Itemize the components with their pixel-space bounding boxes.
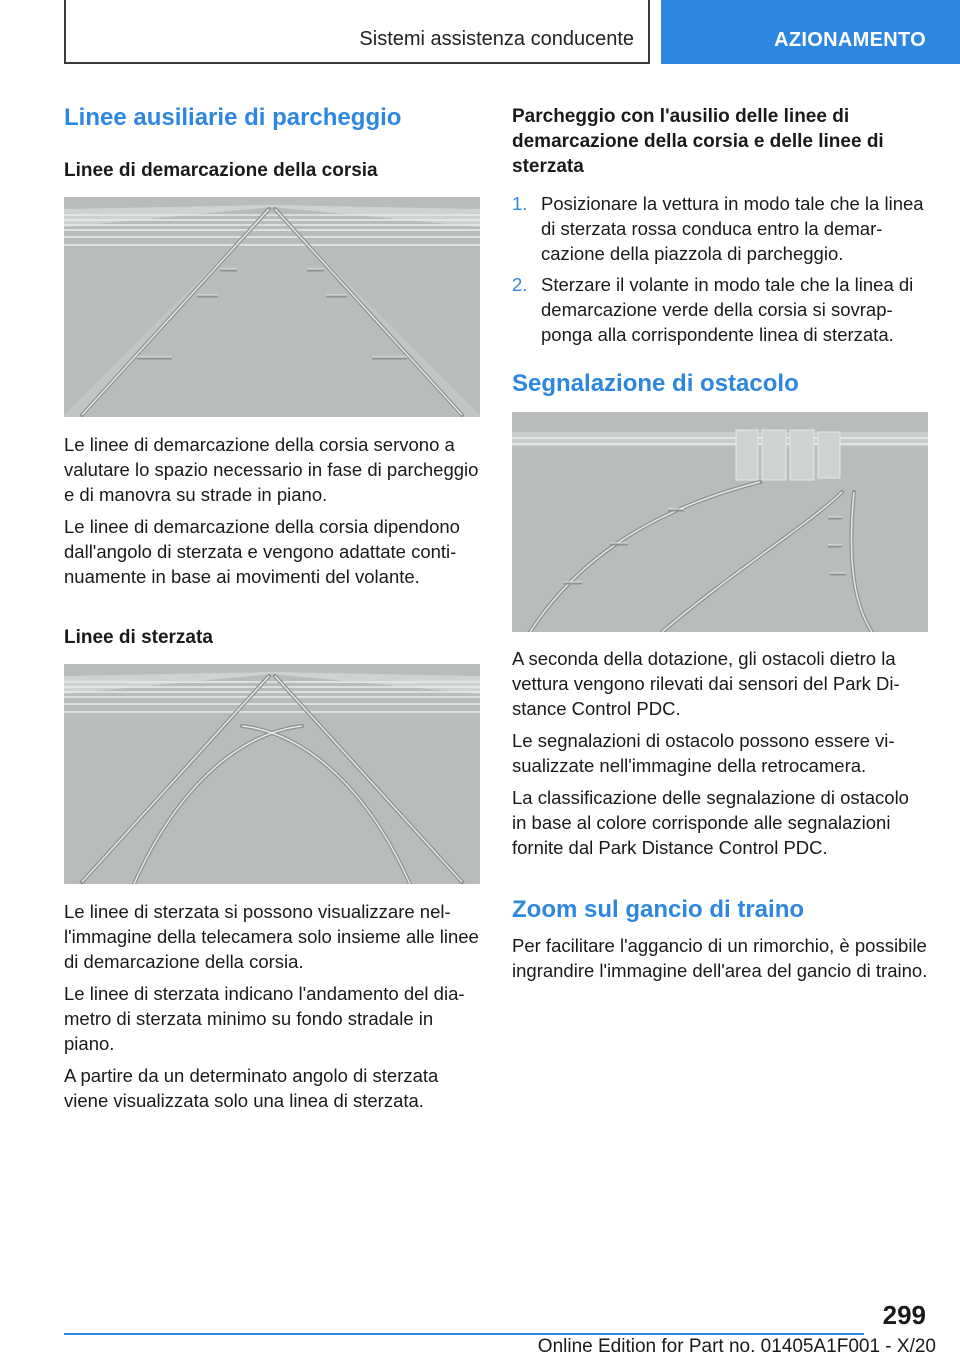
step-text: Posizionare la vettura in modo tale che la linea di sterzata rossa conduca entro la demarcazione della piazzola di parcheggio.	[541, 193, 924, 264]
parking-steps-list	[512, 191, 928, 353]
heading-parking-aid-lines: Linee ausiliarie di parcheggio	[64, 104, 402, 131]
step-number: 1.	[512, 193, 528, 214]
paragraph-obstacle-colors: La classificazione delle segnalazione di ostacolo in base al colore corrisponde alle segnalazioni fornite dal Park Distance Control PDC.	[512, 787, 909, 858]
obstacle-markers-illustration	[512, 412, 928, 632]
header-section-box	[64, 0, 650, 64]
step-number: 2.	[512, 274, 528, 295]
figure-obstacle-markers	[512, 412, 928, 632]
subheading-lane-lines: Linee di demarcazione della corsia	[64, 160, 378, 181]
parking-step-1	[512, 191, 928, 266]
footer-edition: Online Edition for Part no. 01405A1F001 - X/20	[537, 1336, 936, 1357]
heading-trailer-hitch-zoom: Zoom sul gancio di traino	[512, 896, 805, 923]
paragraph-trailer-hitch-zoom: Per facilitare l'aggancio di un rimorchio, è possibile ingrandire l'immagine dell'area del gancio di traino.	[512, 935, 928, 981]
subheading-parking-procedure: Parcheggio con l'ausilio delle linee di demarcazione della corsia e delle linee di sterzata	[512, 106, 884, 177]
figure-steering-lines	[64, 664, 480, 884]
header-chapter-tab[interactable]	[661, 0, 960, 64]
paragraph-obstacle-detection: A seconda della dotazione, gli ostacoli dietro la vettura vengono rilevati dai sensori del Park Distance Control PDC.	[512, 648, 900, 719]
lane-lines-illustration	[64, 197, 480, 417]
step-text: Sterzare il volante in modo tale che la linea di demarcazione verde della corsia si sovrapponga alla corrispondente linea di sterzata.	[541, 274, 914, 345]
heading-obstacle-markers: Segnalazione di ostacolo	[512, 370, 799, 397]
parking-step-2	[512, 272, 928, 347]
paragraph-steering-lines-angle: A partire da un determinato angolo di sterzata viene visualizzata solo una linea di sterzata.	[64, 1065, 439, 1111]
header-section-title: Sistemi assistenza conducente	[359, 28, 634, 50]
paragraph-steering-lines-diameter: Le linee di sterzata indicano l'andamento del diametro di sterzata minimo su fondo stradale in piano.	[64, 983, 465, 1054]
header-chapter-title: AZIONAMENTO	[774, 29, 926, 51]
footer-rule	[64, 1333, 864, 1335]
steering-lines-illustration	[64, 664, 480, 884]
paragraph-lane-lines-steering: Le linee di demarcazione della corsia dipendono dall'angolo di sterzata e vengono adattate continuamente in base ai movimenti del volante.	[64, 516, 460, 587]
subheading-steering-lines: Linee di sterzata	[64, 627, 213, 648]
paragraph-lane-lines-purpose: Le linee di demarcazione della corsia servono a valutare lo spazio necessario in fase di parcheggio e di manovra su strade in piano.	[64, 434, 479, 505]
figure-lane-lines	[64, 197, 480, 417]
paragraph-obstacle-display: Le segnalazioni di ostacolo possono essere visualizzate nell'immagine della retrocamera.	[512, 730, 895, 776]
page-number: 299	[882, 1300, 926, 1330]
paragraph-steering-lines-display: Le linee di sterzata si possono visualizzare nell'immagine della telecamera solo insieme alle linee di demarcazione della corsia.	[64, 901, 479, 972]
